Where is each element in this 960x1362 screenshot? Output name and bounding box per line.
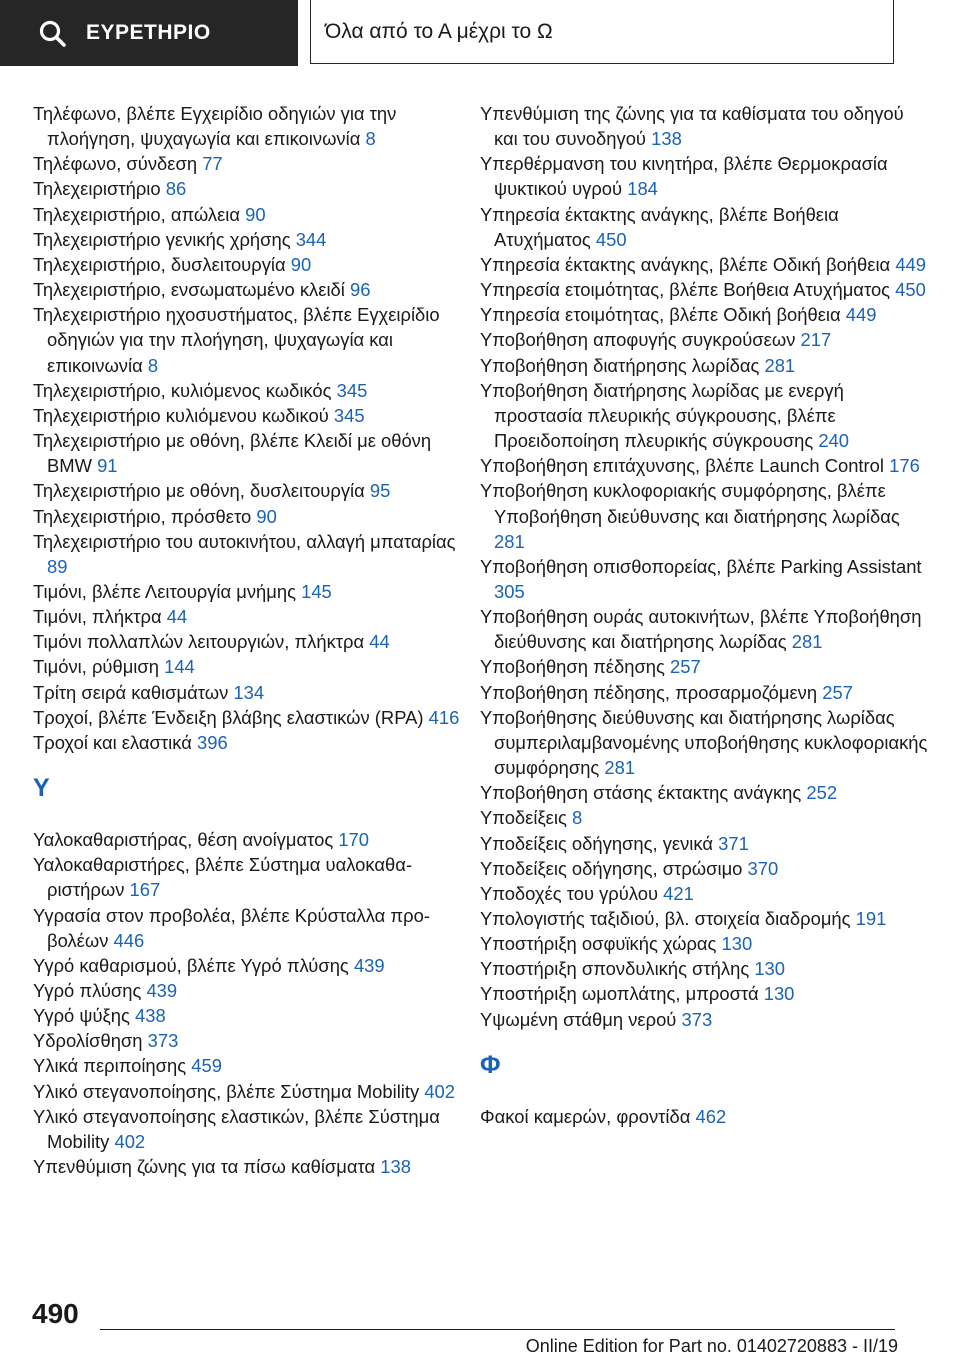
entry-page-link[interactable]: 421 <box>663 882 694 904</box>
entry-page-link[interactable]: 439 <box>146 980 178 1001</box>
entry-page-link[interactable]: 402 <box>424 1080 456 1102</box>
entry-text: Τηλεχειριστήριο, δυσλειτουργία <box>33 253 286 275</box>
entry-text: Υποβοήθηση ουράς αυτοκινήτων, βλέπε Υποβοήθηση διεύθυνσης και διατήρησης λωρίδας <box>480 606 922 653</box>
entry-text: Τηλεχειριστήριο του αυτοκινήτου, αλλαγή μπαταρίας <box>33 530 456 552</box>
entry-text: Τηλεχειριστήριο, απώλεια <box>33 203 241 225</box>
entry-text: Υαλοκαθαριστήρας, θέση ανοίγματος <box>33 829 334 851</box>
entry-page-link[interactable]: 176 <box>889 455 920 477</box>
section-letter: Υ <box>33 774 50 803</box>
entry-text: Υποδείξεις οδήγησης, γενικά <box>480 832 713 854</box>
entry-page-link[interactable]: 167 <box>129 879 161 901</box>
entry-text: Τηλεχειριστήριο με οθόνη, δυσλειτουργία <box>33 480 365 502</box>
index-header <box>0 0 960 66</box>
entry-page-link[interactable]: 345 <box>333 404 365 426</box>
entry-page-link[interactable]: 373 <box>147 1030 179 1052</box>
index-entry <box>33 579 473 604</box>
index-entry <box>33 277 473 302</box>
entry-page-link[interactable]: 134 <box>233 681 265 703</box>
entry-page-link[interactable]: 281 <box>764 354 796 376</box>
entry-text: Υποβοήθηση πέδησης, προσαρμοζόμενη <box>480 681 818 703</box>
entry-text: Υπενθύμιση της ζώνης για τα καθίσματα του οδηγού και του συνοδηγού <box>480 103 904 150</box>
entry-text: Τροχοί και ελαστικά <box>33 731 192 753</box>
entry-page-link[interactable]: 170 <box>338 829 369 851</box>
index-entry <box>480 705 930 780</box>
index-entry <box>33 1003 473 1028</box>
search-icon[interactable] <box>38 19 68 49</box>
entry-text: Υγρό ψύξης <box>33 1005 130 1027</box>
entry-page-link[interactable]: 344 <box>295 228 327 250</box>
index-subtitle: Όλα από το Α μέχρι το Ω <box>325 20 553 43</box>
entry-page-link[interactable]: 449 <box>895 253 926 275</box>
entry-page-link[interactable]: 305 <box>494 580 525 602</box>
entry-page-link[interactable]: 8 <box>571 807 583 829</box>
entry-text: Υποβοήθηση οπισθοπορείας, βλέπε Parking Assistant <box>480 555 922 577</box>
index-entry <box>33 604 473 629</box>
entry-text: Τηλέφωνο, βλέπε Εγχειρίδιο οδηγιών για την πλοήγηση, ψυχαγωγία και επικοινωνία <box>33 103 397 150</box>
index-entry <box>480 478 930 553</box>
entry-text: Υποστήριξη ωμοπλάτης, μπροστά <box>480 983 759 1005</box>
entry-text: Τρίτη σειρά καθισμάτων <box>33 681 229 703</box>
left-column <box>33 101 473 1179</box>
index-subtitle-box <box>310 0 894 64</box>
entry-page-link[interactable]: 8 <box>365 128 376 150</box>
entry-text: Υποβοήθηση στάσης έκτακτης ανάγκης <box>480 782 802 804</box>
entry-page-link[interactable]: 416 <box>428 706 460 728</box>
index-entry <box>33 151 473 176</box>
entry-text: Τηλεχειριστήριο γενικής χρήσης <box>33 228 291 250</box>
index-entry <box>480 931 930 956</box>
index-entry <box>480 906 930 931</box>
entry-page-link[interactable]: 281 <box>791 631 823 653</box>
entry-page-link[interactable]: 86 <box>165 178 187 200</box>
index-entry <box>33 629 473 654</box>
entry-page-link[interactable]: 8 <box>147 354 159 376</box>
entry-page-link[interactable]: 373 <box>681 1008 713 1030</box>
footer-divider <box>100 1329 895 1330</box>
entry-page-link[interactable]: 44 <box>369 631 390 653</box>
index-entry <box>480 956 930 981</box>
index-entry <box>480 805 930 830</box>
right-column <box>480 101 930 1129</box>
entry-page-link[interactable]: 370 <box>747 857 779 879</box>
entry-page-link[interactable]: 345 <box>336 379 368 401</box>
index-entry <box>33 730 473 755</box>
index-entry <box>480 151 930 201</box>
entry-text: Υπενθύμιση ζώνης για τα πίσω καθίσματα <box>33 1156 376 1178</box>
index-entry <box>33 101 473 151</box>
index-entry <box>33 1154 473 1179</box>
index-tab[interactable] <box>0 0 298 66</box>
index-entry <box>33 903 473 953</box>
entry-text: Τιμόνι, ρύθμιση <box>33 656 159 678</box>
entry-page-link[interactable]: 439 <box>353 954 385 976</box>
index-entry <box>480 780 930 805</box>
entry-page-link[interactable]: 90 <box>290 253 312 275</box>
entry-text: Υποστήριξη οσφυϊκής χώρας <box>480 933 717 955</box>
index-entry <box>480 981 930 1006</box>
entry-text: Τιμόνι πολλαπλών λειτουργιών, πλήκτρα <box>33 631 365 653</box>
index-entry <box>33 1104 473 1154</box>
index-entry <box>33 680 473 705</box>
index-entry <box>33 654 473 679</box>
index-entry <box>33 478 473 503</box>
index-entry <box>480 604 930 654</box>
entry-text: Υλικά περιποίησης <box>33 1055 187 1077</box>
entry-page-link[interactable]: 462 <box>695 1105 727 1127</box>
entry-text: Υποβοήθηση πέδησης <box>480 656 665 678</box>
index-entry <box>33 176 473 201</box>
entry-page-link[interactable]: 396 <box>197 731 228 753</box>
entry-text: Τηλεχειριστήριο, πρόσθετο <box>33 505 252 527</box>
entry-text: Τηλεχειριστήριο, κυλιόμενος κωδικός <box>33 379 332 401</box>
index-entry <box>33 529 473 579</box>
index-entry <box>480 302 930 327</box>
entry-page-link[interactable]: 130 <box>763 983 795 1005</box>
page-number: 490 <box>32 1298 79 1329</box>
index-entry <box>480 101 930 151</box>
entry-page-link[interactable]: 77 <box>202 153 223 175</box>
entry-text: Υλικό στεγανοποίησης ελαστικών, βλέπε Σύστημα Mobility <box>33 1105 440 1152</box>
entry-page-link[interactable]: 184 <box>627 178 658 200</box>
index-entry <box>33 252 473 277</box>
entry-text: Υλικό στεγανοποίησης, βλέπε Σύστημα Mobility <box>33 1080 420 1102</box>
index-entry <box>33 1028 473 1053</box>
entry-text: Υπολογιστής ταξιδιού, βλ. στοιχεία διαδρομής <box>480 908 851 929</box>
entry-page-link[interactable]: 145 <box>301 580 332 602</box>
entry-page-link[interactable]: 281 <box>604 757 636 779</box>
entry-text: Τηλεχειριστήριο με οθόνη, βλέπε Κλειδί με οθόνη BMW <box>33 430 432 477</box>
index-entry <box>33 227 473 252</box>
entry-text: Υποδοχές του γρύλου <box>480 882 659 904</box>
entry-text: Υποβοήθηση κυκλοφοριακής συμφόρησης, βλέπε Υποβοήθηση διεύθυνσης και διατήρησης λωρίδας <box>480 480 900 527</box>
index-entry <box>33 1079 473 1104</box>
index-entry <box>33 504 473 529</box>
entry-text: Υγρό πλύσης <box>33 980 142 1001</box>
entry-text: Υγρασία στον προβολέα, βλέπε Κρύσταλλα προβολέων <box>33 904 430 951</box>
entry-text: Υποβοήθηση διατήρησης λωρίδας με ενεργή προστασία πλευρικής σύγκρουσης, βλέπε Προειδοποίηση πλευρικής σύγκρουσης <box>480 379 844 452</box>
footer-edition: Online Edition for Part no. 01402720883 - II/19 <box>525 1336 898 1356</box>
entry-text: Φακοί καμερών, φροντίδα <box>480 1105 691 1127</box>
entry-page-link[interactable]: 91 <box>97 455 118 477</box>
index-entry <box>480 680 930 705</box>
index-entry <box>33 705 473 730</box>
index-entry <box>480 353 930 378</box>
entry-text: Υποστήριξη σπονδυλικής στήλης <box>480 958 750 980</box>
entry-text: Υπηρεσία έκτακτης ανάγκης, βλέπε Βοήθεια Ατυχήματος <box>480 203 839 250</box>
entry-text: Υπηρεσία ετοιμότητας, βλέπε Οδική βοήθεια <box>480 304 841 326</box>
entry-page-link[interactable]: 257 <box>822 681 853 703</box>
entry-page-link[interactable]: 281 <box>494 530 525 552</box>
index-entry <box>480 654 930 679</box>
index-entry <box>33 1053 473 1078</box>
entry-page-link[interactable]: 252 <box>806 782 838 804</box>
index-entry <box>480 378 930 453</box>
entry-page-link[interactable]: 90 <box>256 505 277 527</box>
index-entry <box>480 831 930 856</box>
entry-page-link[interactable]: 138 <box>651 128 682 150</box>
index-entry <box>480 1104 930 1129</box>
index-entry <box>33 978 473 1003</box>
entry-page-link[interactable]: 96 <box>349 279 371 301</box>
entry-page-link[interactable]: 144 <box>164 656 195 678</box>
index-entry <box>480 554 930 604</box>
entry-text: Υγρό καθαρισμού, βλέπε Υγρό πλύσης <box>33 954 349 976</box>
index-entry <box>480 252 930 277</box>
entry-page-link[interactable]: 130 <box>721 933 753 955</box>
entry-text: Υπερθέρμανση του κινητήρα, βλέπε Θερμοκρασία ψυκτικού υγρού <box>480 153 888 200</box>
index-entry <box>33 827 473 852</box>
index-entry <box>33 378 473 403</box>
entry-page-link[interactable]: 138 <box>380 1156 411 1178</box>
entry-text: Υποδείξεις <box>480 807 567 829</box>
entry-page-link[interactable]: 459 <box>191 1055 222 1077</box>
index-entry <box>480 327 930 352</box>
entry-text: Υψωμένη στάθμη νερού <box>480 1008 677 1030</box>
index-entry <box>33 403 473 428</box>
entry-text: Υποβοήθηση αποφυγής συγκρούσεων <box>480 329 796 351</box>
entry-text: Τηλεχειριστήριο ηχοσυστήματος, βλέπε Εγχειρίδιο οδηγιών για την πλοήγηση, ψυχαγωγία και επικοινωνία <box>33 304 440 376</box>
entry-page-link[interactable]: 240 <box>818 430 849 452</box>
entry-page-link[interactable]: 446 <box>113 929 145 951</box>
entry-page-link[interactable]: 450 <box>595 228 627 250</box>
entry-page-link[interactable]: 191 <box>855 908 887 929</box>
index-entry <box>33 852 473 902</box>
entry-text: Τιμόνι, βλέπε Λειτουργία μνήμης <box>33 580 296 602</box>
index-entry <box>480 453 930 478</box>
entry-text: Τηλεχειριστήριο, ενσωματωμένο κλειδί <box>33 279 345 301</box>
entry-text: Υποβοήθηση διατήρησης λωρίδας <box>480 354 760 376</box>
entry-text: Υποδείξεις οδήγησης, στρώσιμο <box>480 857 743 879</box>
section-letter: Φ <box>480 1050 501 1079</box>
index-entry <box>33 953 473 978</box>
index-entry <box>480 277 930 302</box>
entry-page-link[interactable]: 402 <box>114 1130 146 1152</box>
entry-page-link[interactable]: 449 <box>845 304 877 326</box>
entry-text: Τηλέφωνο, σύνδεση <box>33 153 198 175</box>
entry-page-link[interactable]: 257 <box>670 656 701 678</box>
index-entry <box>33 302 473 377</box>
index-entry <box>480 881 930 906</box>
index-entry <box>33 428 473 478</box>
entry-page-link[interactable]: 90 <box>245 203 266 225</box>
entry-text: Υδρολίσθηση <box>33 1030 143 1052</box>
entry-text: Υπηρεσία ετοιμότητας, βλέπε Βοήθεια Ατυχήματος <box>480 279 891 301</box>
entry-text: Υποβοήθησης διεύθυνσης και διατήρησης λωρίδας συμπεριλαμβανομένης υποβοήθησης κυκλοφοριακής συμφόρησης <box>480 706 928 779</box>
entry-text: Τιμόνι, πλήκτρα <box>33 606 162 628</box>
index-entry <box>480 856 930 881</box>
entry-text: Τροχοί, βλέπε Ένδειξη βλάβης ελαστικών (RPA) <box>33 706 424 728</box>
entry-page-link[interactable]: 450 <box>895 279 926 301</box>
index-entry <box>33 202 473 227</box>
entry-page-link[interactable]: 217 <box>800 329 832 351</box>
entry-text: Υαλοκαθαριστήρες, βλέπε Σύστημα υαλοκαθαριστήρων <box>33 854 412 901</box>
index-title: ΕΥΡΕΤΗΡΙΟ <box>86 21 211 44</box>
entry-text: Υποβοήθηση επιτάχυνσης, βλέπε Launch Control <box>480 455 884 477</box>
entry-text: Τηλεχειριστήριο κυλιόμενου κωδικού <box>33 404 329 426</box>
index-entry <box>480 1007 930 1032</box>
entry-page-link[interactable]: 89 <box>47 555 68 577</box>
index-entry <box>480 202 930 252</box>
entry-text: Τηλεχειριστήριο <box>33 178 161 200</box>
entry-text: Υπηρεσία έκτακτης ανάγκης, βλέπε Οδική βοήθεια <box>480 253 891 275</box>
entry-page-link[interactable]: 130 <box>754 958 785 980</box>
entry-page-link[interactable]: 44 <box>166 606 188 628</box>
entry-page-link[interactable]: 438 <box>135 1005 166 1027</box>
entry-page-link[interactable]: 95 <box>369 480 391 502</box>
entry-page-link[interactable]: 371 <box>718 832 749 854</box>
